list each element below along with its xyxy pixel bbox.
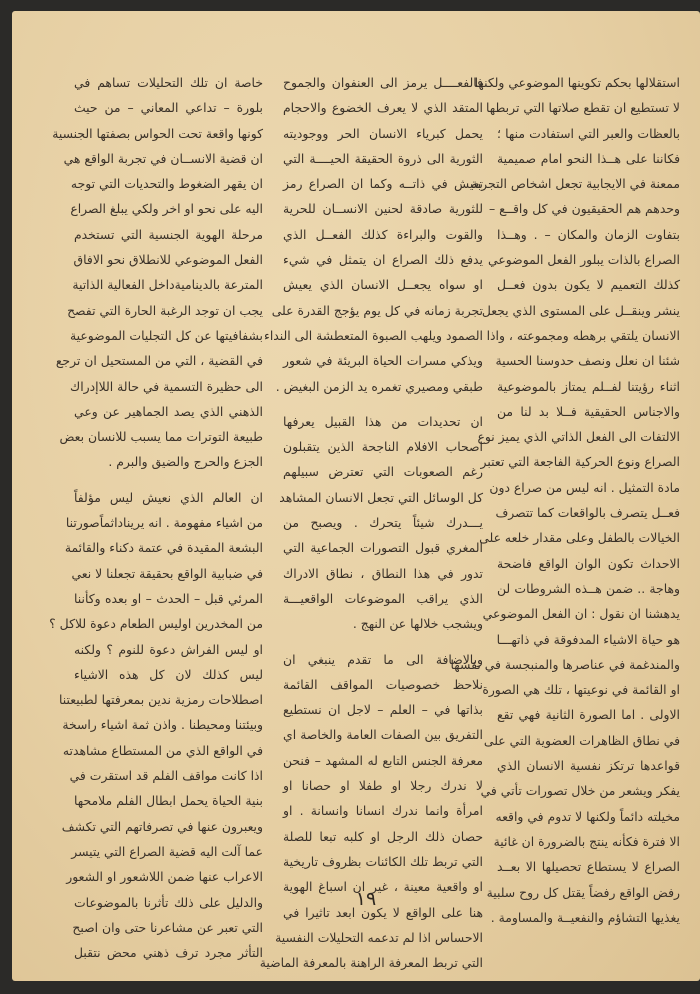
text-line: التأثر مجرد ترف ذهني محض نتقبل: [74, 945, 263, 961]
text-line: كذلك التعميم لا يكون بدون فعــل: [497, 277, 680, 293]
text-line: هنا على الواقع لا يكون ابعد تاثيرا في: [283, 904, 483, 920]
text-line: بالعظات والعبر التي استفادت منها ؛: [497, 125, 680, 141]
text-line: يدفع ذلك الصراع ان يتمثل في شيء: [283, 252, 483, 268]
paragraph: [49, 485, 263, 966]
text-line: فعــل يتصرف بالواقعات كما تتصرف: [495, 505, 680, 521]
text-line: من المخدرين اوليس الطعام دعوة للاكل ؟: [49, 616, 263, 632]
text-line: طبيعة التوترات مما يسبب للانسان بعض: [59, 429, 263, 445]
text-line: تدور في هذا النطاق ، نطاق الادراك: [283, 565, 483, 581]
text-line: او سواه يجعــل الانسان الذي يعيش: [283, 277, 483, 293]
text-line: يفكر ويشعر من خلال تصورات تأتي في: [480, 783, 680, 799]
text-line: لا تستطيع ان تقطع صلاتها التي تربطها: [486, 100, 680, 116]
text-line: ويذكي مسرات الحياة البريئة في شعور: [283, 353, 483, 369]
text-line: قواعدها ترتكز نفسية الانسان الذي: [497, 758, 680, 774]
paragraph: [259, 647, 483, 976]
text-line: الخيالات بالطفل وعلى مقدار خلعه على: [479, 530, 680, 546]
text-line: نلاحظ خصوصيات المواقف القائمة: [283, 676, 483, 692]
text-line: كونها واقعة تحت الحواس بصفتها الجنسية: [52, 125, 263, 141]
text-line: شئنا ان نعلل ونصف حدوسنا الحسية: [495, 353, 680, 369]
paragraph: [264, 70, 483, 399]
text-line: اثناء رؤيتنا لفــلم يمتاز بالموضوعية: [497, 378, 680, 394]
text-line: وبالاضافة الى ما تقدم ينبغي ان: [283, 651, 483, 667]
text-line: في القضية ، التي من المستحيل ان ترجع: [55, 353, 263, 369]
text-line: يـــدرك شيئاً يتحرك . ويصبح من: [283, 515, 483, 531]
text-line: الصراع لا يستطاع تحصيلها الا بعــد: [497, 859, 680, 875]
text-line: مرحلة الهوية الجنسية التي تستخدم: [74, 226, 263, 242]
text-line: والدليل على ذلك تأثرنا بالموضوعات: [74, 894, 263, 910]
text-line: الا فترة فكأنه ينتج بالضرورة ان غائية: [493, 833, 680, 849]
text-line: بشفافيتها عن كل التجليات الموضوعية: [69, 327, 263, 343]
text-line: يدهشنا ان نقول : ان الفعل الموضوعي: [482, 606, 680, 622]
column-left: [49, 70, 263, 965]
text-line: فكاننا على هــذا النحو امام صميمية: [497, 150, 680, 166]
text-line: الصراع ونوع الحركية الفاجعة التي تعتبر: [480, 454, 680, 470]
text-line: الاعراب عنها ضمن اللاشعور او الشعور: [66, 869, 263, 885]
column-right: [450, 70, 680, 930]
text-line: بذاتها في – العلم – لاجل ان نستطيع: [283, 702, 483, 718]
text-line: مادة التمثيل . انه ليس من صراع دون: [489, 479, 680, 495]
text-line: ان تحديدات من هذا القبيل يعرفها: [283, 413, 483, 429]
text-line: المغري قبول التصورات الجماعية التي: [283, 540, 483, 556]
text-line: ينشر وينقــل على المستوى الذي يجعل: [481, 302, 680, 318]
text-line: الاولى . اما الصورة الثانية فهي تقع: [497, 707, 680, 723]
text-line: بلورة – تداعي المعاني – من حيث: [74, 100, 263, 116]
text-line: طبقي ومصيري تغمره يد الزمن البغيض .: [275, 378, 483, 394]
text-line: الانسان يلتقي برهطه ومجموعته ، واذا: [486, 327, 680, 343]
paragraph: [52, 70, 263, 475]
text-line: في الواقع الذي من المستطاع مشاهدته: [62, 742, 263, 758]
text-line: ان قضية الانســان في تجربة الواقع هي: [63, 150, 263, 166]
text-line: المرئي قبل – الحدث – او بعده وكأننا: [74, 590, 263, 606]
text-line: اصحاب الافلام الناجحة الذين يتقبلون: [283, 439, 483, 455]
text-line: المترعة بالديناميةداخل الفعالية الذاتية: [72, 277, 263, 293]
text-line: الاحساس اذا لم تدعمه التحليلات النفسية: [275, 929, 483, 945]
text-line: وبيئتنا ومحيطنا . واذن ثمة اشياء راسخة: [62, 717, 263, 733]
text-line: تعيش في ذاتــه وكما ان الصراع رمز: [283, 176, 483, 192]
text-line: التي تربط المعرفة الراهنة بالمعرفة الماضية: [259, 955, 483, 971]
text-line: يجب ان توجد الرغبة الحارة التي تفصح: [67, 302, 263, 318]
paragraph: [279, 409, 483, 637]
text-line: او واقعية معينة ، غير ان اسباغ الهوية: [283, 879, 483, 895]
text-line: الثورية الى ذروة الحقيقة الحيــــة التي: [283, 150, 483, 166]
text-line: امرأة وانما ندرك انسانا وانسانة . او: [283, 803, 483, 819]
text-line: وهاجة .. ضمن هــذه الشروطات لن: [497, 580, 680, 596]
text-line: او ليس الفراش دعوة للنوم ؟ ولكنه: [74, 641, 263, 657]
text-line: من اشياء مفهومة . انه يريناداثماًصورتنا: [65, 515, 263, 531]
column-middle: [259, 70, 483, 975]
text-line: الصمود ويلهب الصبوة المتعطشة الى النداء: [264, 327, 483, 343]
text-line: الصراع بالذات يبلور الفعل الموضوعي: [488, 252, 680, 268]
text-line: في نطاق الظاهرات العضوية التي على: [483, 732, 680, 748]
text-line: المتقد الذي لا يعرف الخضوع والاحجام: [283, 100, 483, 116]
text-line: بتفاوت الزمان والمكان – . وهــذا: [497, 226, 680, 242]
text-line: وحدهم هم الحقيقيون في كل واقــع –: [488, 201, 680, 217]
text-line: استقلالها بحكم تكوينها الموضوعي ولكنها: [474, 75, 680, 90]
text-line: تجربة زمانه في كل يوم يؤجج القدرة على: [271, 302, 483, 318]
text-line: ممعنة في الايجابية تجعل اشخاص التجربة: [471, 176, 680, 192]
text-line: الاحداث تكون الوان الواقع فاضحة: [497, 555, 680, 571]
text-line: والاجناس الحقيقية فــلا بد لنا من: [497, 403, 680, 419]
text-line: والقوت والبراءة كذلك الفعــل الذي: [283, 226, 483, 242]
text-line: في ضبابية الواقع بحقيقة تجعلنا لا نعي: [71, 565, 263, 581]
text-line: بنية الحياة يحمل ابطال الفلم ملامحها: [74, 793, 263, 809]
text-line: يحمل كبرياء الانسان الحر ووجوديته: [283, 125, 483, 141]
page-number: ١٩: [355, 888, 377, 910]
text-line: ويعبرون عنها في تصرفاتهم التي تكشف: [61, 818, 263, 834]
text-line: اليه على نحو او اخر ولكي يبلغ الصراع: [70, 201, 263, 217]
paragraph: [450, 70, 680, 930]
text-line: التي تربط تلك الكائنات بظروف تاريخية: [283, 853, 483, 869]
text-line: البشعة المقيدة في عتمة دكناء والقائمة: [64, 540, 263, 556]
text-line: رغم الصعوبات التي تعترض سبيلهم: [283, 464, 483, 480]
text-line: الفعل الموضوعي للانطلاق نحو الافاق: [73, 252, 263, 268]
text-line: لا ندرك رجلا او طفلا او حصانا او: [283, 778, 483, 794]
text-line: ليس كذلك لان كل هذه الاشياء: [74, 666, 263, 682]
text-line: رفض الواقع رفضاً يقتل كل روح سلبية: [486, 884, 680, 900]
text-line: ان يقهر الضغوط والتحديات التي توجه: [70, 176, 263, 192]
text-line: يغذيها التشاؤم والنفعيــة والمساومة .: [490, 909, 680, 925]
text-line: كل الوسائل التي تجعل الانسان المشاهد: [279, 489, 483, 505]
text-line: اصطلاحات رمزية ندين بمعرفتها لطبيعتنا: [59, 692, 263, 708]
text-line: التفريق بين الصفات العامة والخاصة اي: [283, 727, 483, 743]
text-line: الالتفات الى الفعل الذاتي الذي يميز نوع: [477, 429, 680, 445]
text-line: معرفة الجنس التابع له المشهد – فنحن: [283, 752, 483, 768]
text-line: التي تعبر عن مشاعرنا حتى وان اصبح: [72, 919, 263, 935]
text-line: الى حظيرة التسمية في حالة اللاإدراك: [70, 378, 263, 394]
text-line: مخيلته دائماً ولكنها لا تدوم في واقعه: [495, 808, 680, 824]
text-line: للثورية صادقة لحنين الانســان للحرية: [283, 201, 483, 217]
text-line: فالفعــــل يرمز الى العنفوان والجموح: [283, 75, 483, 90]
text-line: ان العالم الذي نعيش ليس مؤلفاً: [74, 489, 263, 505]
text-line: اذا كانت مواقف الفلم قد استقرت في: [69, 768, 263, 784]
text-line: خاصة ان تلك التحليلات تساهم في: [74, 75, 263, 90]
text-line: ويشجب خلالها عن النهج .: [352, 616, 483, 632]
text-line: هو حياة الاشياء المدفوقة في ذاتهـــا: [496, 631, 680, 647]
text-line: عما آلت اليه قضية الصراع التي يتيسر: [71, 843, 263, 859]
text-line: الجزع والحرج والضيق والبرم .: [108, 454, 263, 470]
text-line: او القائمة في نوعيتها ، تلك هي الصورة: [482, 682, 680, 698]
text-line: حصان ذلك الرجل او كلبه تبعا للصلة: [283, 828, 483, 844]
text-line: والمندغمة في عناصرها والمنبجسة في نفسها: [450, 656, 680, 672]
text-line: الذهني الذي يصد الجماهير عن وعي: [74, 403, 263, 419]
text-line: الذي يراقب الموضوعات الواقعيـــة: [283, 590, 483, 606]
